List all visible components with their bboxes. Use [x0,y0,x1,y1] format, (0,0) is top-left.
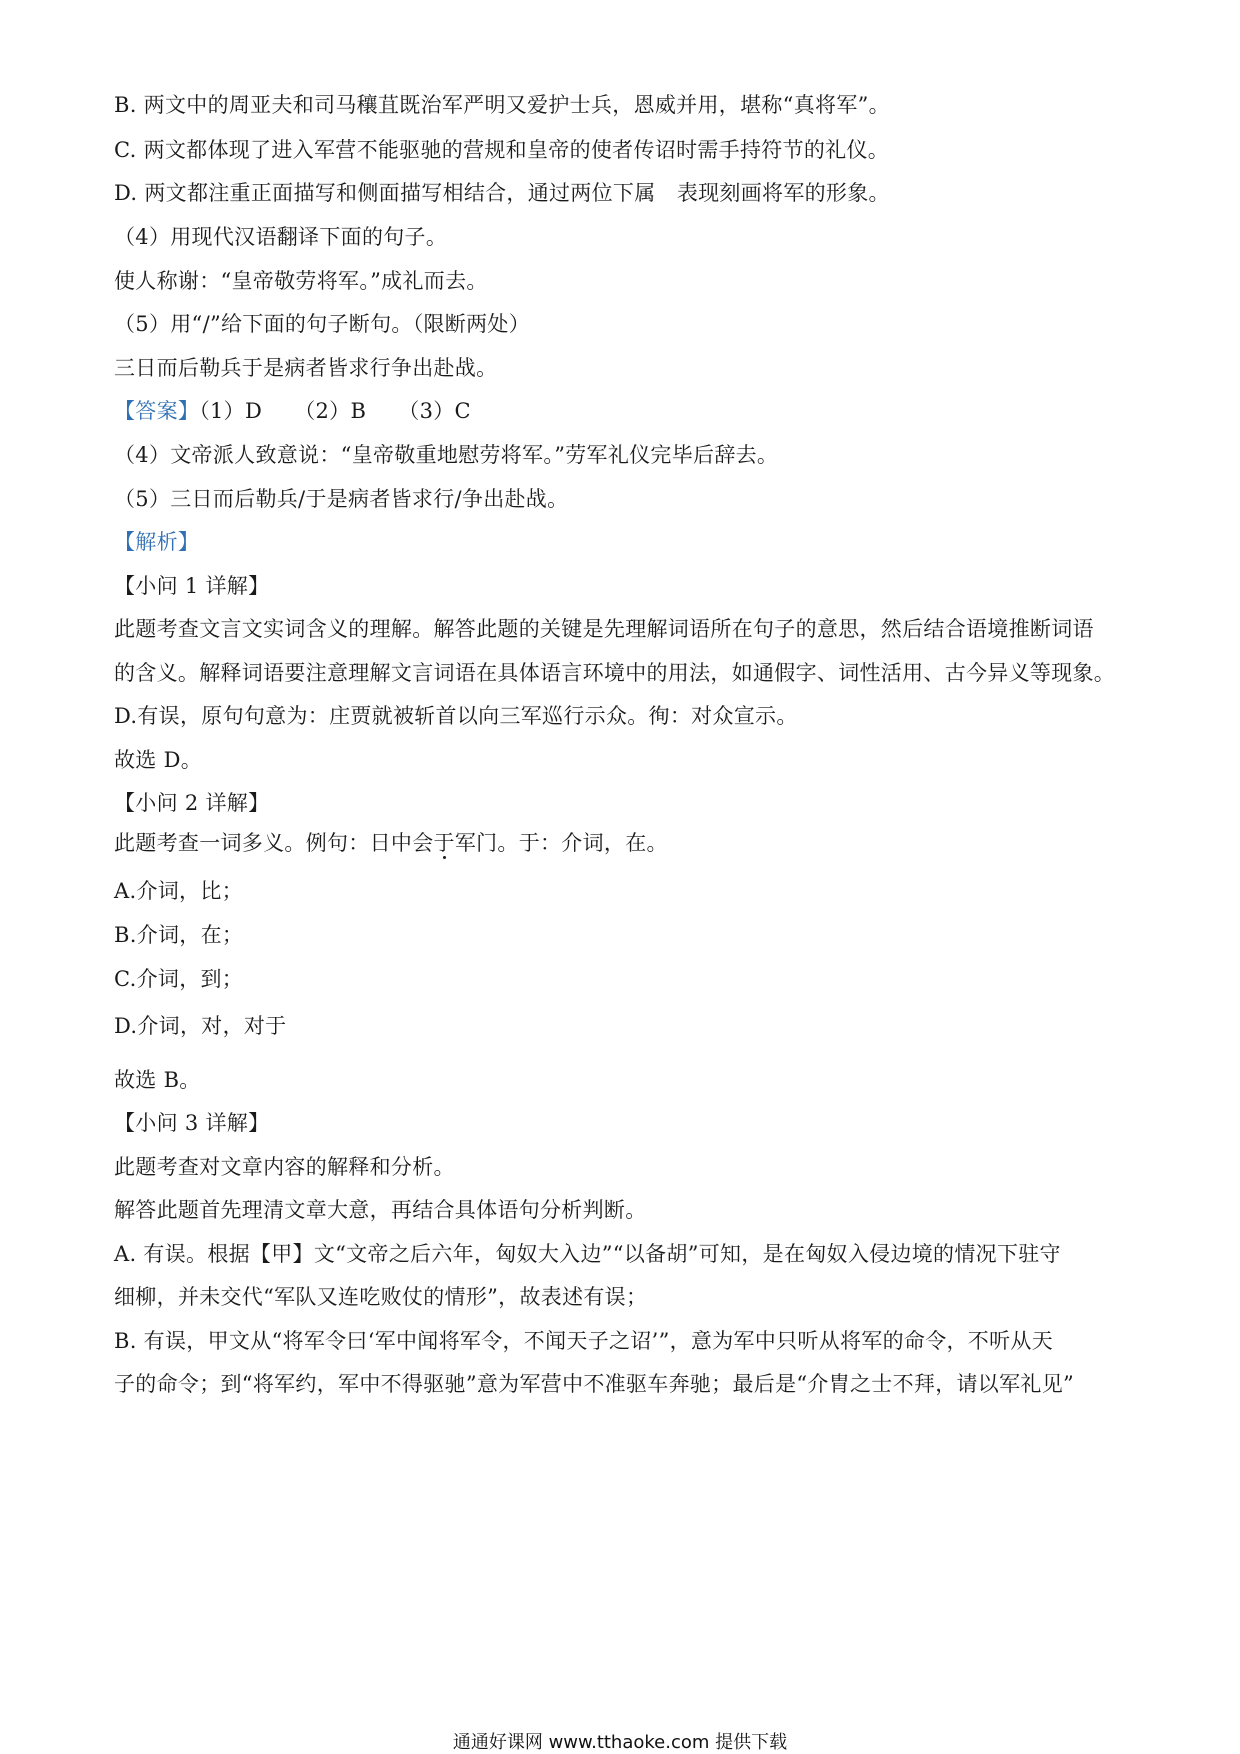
answer-line [114,396,1144,426]
question-5-line: （5）用“/”给下面的句子断句。（限断两处） [114,312,531,336]
question-4-sentence: 使人称谢：“皇帝敬劳将军。”成礼而去。 [114,269,488,293]
answer-text: （1）D （2）B （3）C [199,399,471,423]
subq3-option-b-1: B. 有误，甲文从“将军令曰‘军中闻将军令，不闻天子之诏’”，意为军中只听从将军的命令，不听从天 [114,1329,1054,1353]
footer-watermark: 通通好课网 www.tthaoke.com 提供下载 [452,1732,788,1753]
analysis-tag: 【解析】 [114,530,200,554]
subq3-heading: 【小问 3 详解】 [114,1111,270,1135]
subq3-option-a-1: A. 有误。根据【甲】文“文帝之后六年，匈奴大入边”“以备胡”可知，是在匈奴入侵边境的情况下驻守 [114,1242,1061,1266]
subq3-option-b-2: 子的命令；到“将军约，军中不得驱驰”意为军营中不准驱车奔驰；最后是“介胄之士不拜，请以军礼见” [114,1372,1075,1396]
subq2-option-b: B.介词，在； [114,923,244,947]
subq2-conclusion: 故选 B。 [114,1068,201,1092]
subq2-text-1 [114,828,1144,858]
option-d-line: D. 两文都注重正面描写和侧面描写相结合，通过两位下属 表现刻画将军的形象。 [114,181,890,205]
subq2-option-a: A.介词，比； [114,879,243,903]
question-5-sentence: 三日而后勒兵于是病者皆求行争出赴战。 [114,356,498,380]
subq3-option-a-2: 细柳，并未交代“军队又连吃败仗的情形”，故表述有误； [114,1285,648,1309]
subq2-heading: 【小问 2 详解】 [114,791,270,815]
answer-4-line: （4）文帝派人致意说：“皇帝敬重地慰劳将军。”劳军礼仪完毕后辞去。 [114,443,779,467]
subq2-text-after: 军门。于：介词，在。 [454,831,668,855]
subq3-text-1: 此题考查对文章内容的解释和分析。 [114,1155,455,1179]
subq1-text-2: 的含义。解释词语要注意理解文言词语在具体语言环境中的用法，如通假字、词性活用、古今异义等现象。 [114,661,1116,685]
subq2-text-before: 此题考查一词多义。例句：日中会 [114,831,434,855]
subq2-option-d: D.介词，对，对于 [114,1014,287,1038]
option-c-line: C. 两文都体现了进入军营不能驱驰的营规和皇帝的使者传诏时需手持符节的礼仪。 [114,138,890,162]
answer-tag: 【答案】 [114,399,200,423]
answer-5-line: （5）三日而后勒兵/于是病者皆求行/争出赴战。 [114,487,569,511]
subq3-text-2: 解答此题首先理清文章大意，再结合具体语句分析判断。 [114,1198,647,1222]
dotted-character: 于 [433,831,455,855]
subq2-option-c: C.介词，到； [114,967,244,991]
option-b-line: B. 两文中的周亚夫和司马穰苴既治军严明又爱护士兵，恩威并用，堪称“真将军”。 [114,93,890,117]
subq1-heading: 【小问 1 详解】 [114,574,270,598]
subq1-text-1: 此题考查文言文实词含义的理解。解答此题的关键是先理解词语所在句子的意思，然后结合语境推断词语 [114,617,1094,641]
subq1-text-3: D.有误，原句句意为：庄贾就被斩首以向三军巡行示众。徇：对众宣示。 [114,704,798,728]
subq1-conclusion: 故选 D。 [114,748,203,772]
question-4-line: （4）用现代汉语翻译下面的句子。 [114,225,448,249]
